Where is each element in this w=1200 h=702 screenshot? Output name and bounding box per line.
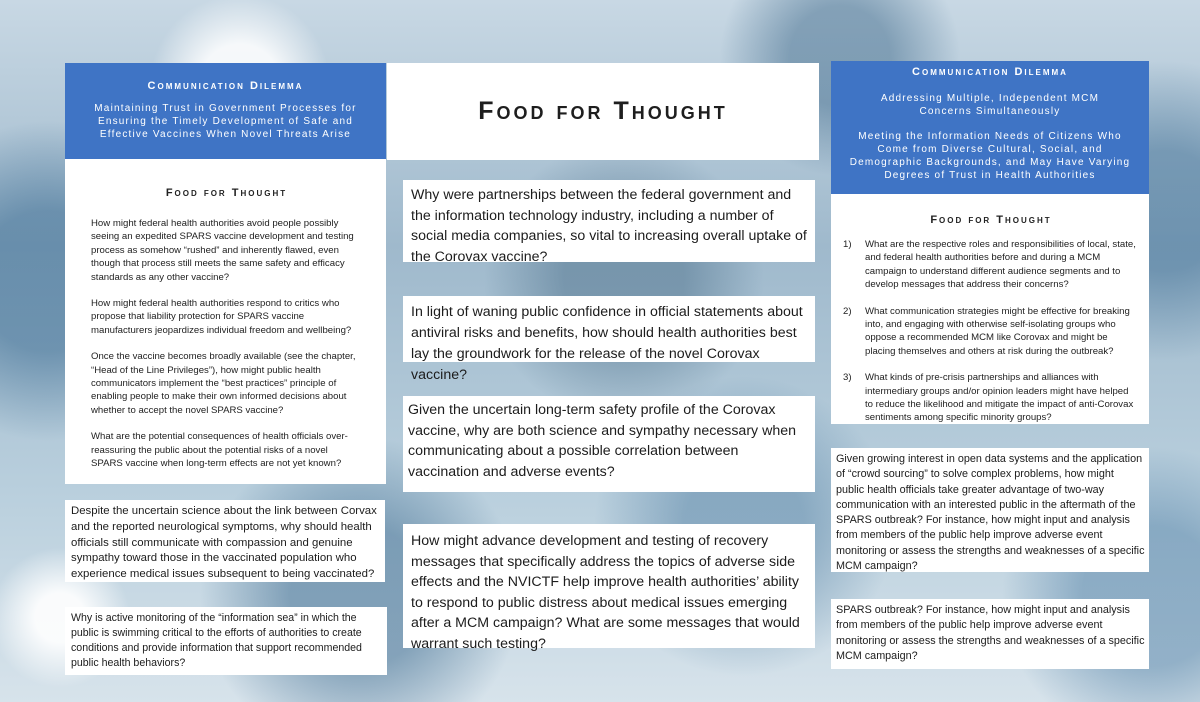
right-dilemma-subtitle-2: Meeting the Information Needs of Citizens Who Come from Diverse Cultural, Social, and Demographic Backgrounds, and May Have Varying Degrees of Trust in Health Authorities xyxy=(849,131,1131,181)
left-question-box-1 xyxy=(65,500,385,582)
right-question-2-text: What communication strategies might be effective for breaking into, and engaging with otherwise self-isolating groups who oppose a recommended MCM like Corovax and might be placing themselves and others at risk during the outbreak? xyxy=(865,305,1130,357)
right-question-box-2-text: SPARS outbreak? For instance, how might input and analysis from members of the public help improve adverse event monitoring or assess the strengths and weaknesses of a specific MCM campaign? xyxy=(836,604,1145,662)
right-dilemma-subtitle-1: Addressing Multiple, Independent MCM Concerns Simultaneously xyxy=(880,93,1100,117)
center-question-box-3 xyxy=(403,396,815,492)
center-question-box-1-text: Why were partnerships between the federal government and the information technology industry, including a number of social media companies, so vital to increasing overall uptake of the Corovax vaccine? xyxy=(411,187,807,265)
center-question-box-4 xyxy=(403,524,815,652)
center-title-panel xyxy=(387,63,819,160)
center-question-box-4-text: How might advance development and testing of recovery messages that specifically address the topics of adverse side effects and the NVICTF help improve health authorities’ ability to respond to public distress about medical issues emerging after a MCM campaign? What are some messages that would warrant such testing? xyxy=(411,533,800,652)
right-question-box-1 xyxy=(831,448,1149,572)
left-question-box-2 xyxy=(65,607,387,675)
right-question-3 xyxy=(843,371,1139,425)
center-question-box-1 xyxy=(403,180,815,265)
center-question-box-2 xyxy=(403,296,815,383)
left-panel-heading: Food for Thought xyxy=(165,187,288,199)
right-question-box-1-text: Given growing interest in open data systems and the application of “crowd sourcing” to solve complex problems, how might public health officials take greater advantage of two-way communication with an interested public in the aftermath of the SPARS outbreak? For instance, how might input and analysis from members of the public help improve adverse event monitoring or assess the strengths and weaknesses of a specific MCM campaign? xyxy=(836,453,1145,573)
center-question-box-3-text: Given the uncertain long-term safety profile of the Corovax vaccine, why are both science and sympathy necessary when communicating about a possible correlation between vaccination and adverse events? xyxy=(408,402,796,480)
right-dilemma-title: Communication Dilemma xyxy=(912,66,1068,78)
right-question-box-2 xyxy=(831,599,1149,669)
left-question-4: What are the potential consequences of health officials over-reassuring the public about the potential risks of a novel SPARS vaccine when long-term effects are not yet known? xyxy=(91,431,348,470)
right-dilemma-header xyxy=(831,61,1149,194)
left-dilemma-header xyxy=(65,63,386,159)
center-question-box-2-text: In light of waning public confidence in official statements about antiviral risks and benefits, how should health authorities best lay the groundwork for the release of the novel Corovax vaccine? xyxy=(411,304,803,383)
left-question-1: How might federal health authorities avoid people possibly seeing an expedited SPARS vaccine development and testing process as somehow “rushed” and inherently flawed, even though that process still meets the same safety and efficacy standards as any other vaccine? xyxy=(91,218,354,283)
left-question-box-1-text: Despite the uncertain science about the link between Corvax and the reported neurological symptoms, why should health officials still communicate with compassion and genuine sympathy toward those in the vaccinated population who experience medical issues subsequent to being vaccinated? xyxy=(71,505,377,581)
left-question-2: How might federal health authorities respond to critics who propose that liability protection for SPARS vaccine manufacturers jeopardizes individual freedom and wellbeing? xyxy=(91,298,352,336)
right-question-3-text: What kinds of pre-crisis partnerships and alliances with intermediary groups and/or opinion leaders might have helped to reduce the likelihood and mitigate the impact of anti-Corovax sentiments among specific minority groups? xyxy=(865,372,1134,424)
right-question-1 xyxy=(843,238,1139,292)
left-dilemma-title: Communication Dilemma xyxy=(147,80,304,92)
right-food-for-thought-panel xyxy=(831,194,1149,424)
right-question-3-number: 3) xyxy=(843,372,852,384)
left-question-3: Once the vaccine becomes broadly available (see the chapter, “Head of the Line Privileges”), how might public health communicators implement the “best practices” principle of enabling people to make their own informed decisions about whether to accept the novel SPARS vaccine? xyxy=(91,351,356,416)
right-question-1-number: 1) xyxy=(843,239,852,250)
right-panel-heading: Food for Thought xyxy=(930,214,1052,226)
right-question-2 xyxy=(843,305,1139,359)
left-food-for-thought-panel xyxy=(65,159,386,484)
right-question-1-text: What are the respective roles and responsibilities of local, state, and federal health authorities before and during a MCM campaign to understand different audience segments and to develop messages that address their concerns? xyxy=(865,239,1136,291)
right-question-2-number: 2) xyxy=(843,305,852,317)
left-dilemma-subtitle: Maintaining Trust in Government Processes for Ensuring the Timely Development of Safe and Effective Vaccines When Novel Threats Arise xyxy=(94,103,357,140)
center-title: Food for Thought xyxy=(478,97,728,125)
left-question-box-2-text: Why is active monitoring of the “information sea” in which the public is swimming critical to the efforts of authorities to create conditions and provide information that support recommended public health behaviors? xyxy=(71,612,362,669)
